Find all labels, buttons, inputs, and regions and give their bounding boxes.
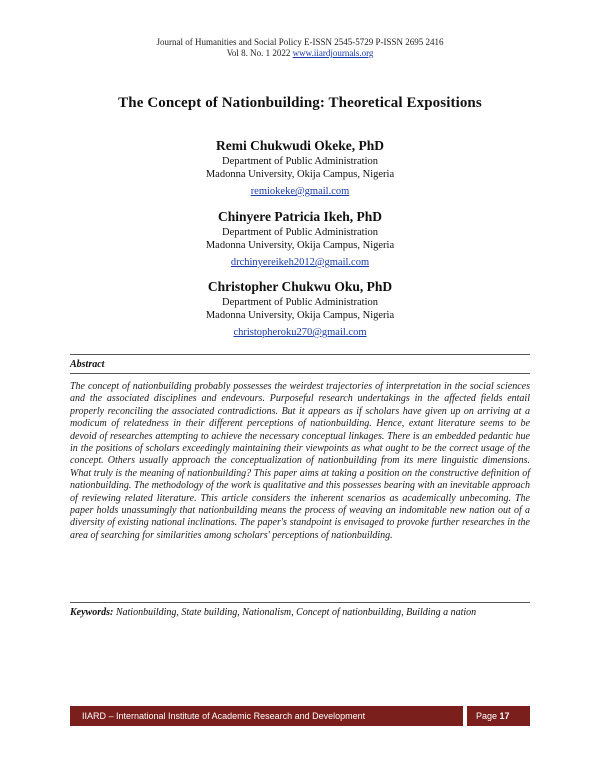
journal-line: Journal of Humanities and Social Policy E-ISSN 2545-5729 P-ISSN 2695 2416 [156, 37, 444, 47]
keywords-section [70, 607, 530, 619]
paper-title: The Concept of Nationbuilding: Theoretical Expositions [118, 95, 482, 111]
author-name: Chinyere Patricia Ikeh, PhD [218, 209, 382, 224]
page-label: Page [476, 711, 498, 721]
keywords-divider [70, 602, 530, 603]
author-block [0, 137, 600, 199]
author-affiliation: Madonna University, Okija Campus, Nigeria [205, 240, 395, 251]
author-block [0, 278, 600, 340]
journal-header [0, 37, 600, 59]
author-affiliation: Madonna University, Okija Campus, Nigeria [205, 310, 395, 321]
author-department: Department of Public Administration [221, 156, 379, 167]
volume-line-wrapper [0, 48, 600, 59]
author-name: Remi Chukwudi Okeke, PhD [215, 138, 385, 153]
page-footer [70, 706, 530, 726]
author-email-link[interactable]: remiokeke@gmail.com [250, 186, 350, 197]
abstract-heading-divider [70, 373, 530, 374]
author-name: Christopher Chukwu Oku, PhD [207, 279, 393, 294]
footer-page-box [467, 706, 530, 726]
keywords-text: Nationbuilding, State building, Nationalism, Concept of nationbuilding, Building a nation [115, 607, 477, 618]
keywords-label: Keywords: [70, 607, 114, 618]
journal-url-link[interactable]: www.iiardjournals.org [292, 48, 374, 58]
volume-line: Vol 8. No. 1 2022 [226, 48, 291, 58]
abstract-heading: Abstract [70, 359, 105, 370]
author-email-link[interactable]: drchinyereikeh2012@gmail.com [230, 257, 370, 268]
author-department: Department of Public Administration [221, 227, 379, 238]
author-block [0, 208, 600, 270]
abstract-text: The concept of nationbuilding probably possesses the weirdest trajectories of interpretation in the social sciences and the associated disciplines and endevours. Purposeful research undertakings in the affected fields entail properly reconciling the associated contradictions. But it appears as if scholars have given up on arriving at a modicum of relatedness in their different perceptions of nationbuilding. Hence, extant literature seems to be devoid of researches attempting to achieve the necessary conceptual linkages. There is an embedded pedantic hue in the positions of scholars exceedingly maintaining their viewpoints as what ought to be the correct usage of the concept. Others usually approach the conceptualization of nationbuilding from its mere linguistic dimensions. What truly is the meaning of nationbuilding? This paper aims at taking a position on the constructive definition of nationbuilding. The methodology of the work is qualitative and this possesses bearing with an inevitable approach of reviewing related literature. This article considers the inherent scenarios as academically unbecoming. The paper holds unassumingly that nationbuilding means the process of weaving an indomitable new nation out of a diversity of existing national inclinations. The paper's standpoint is envisaged to provoke further researches in the area of searching for similarities among scholars' perceptions of nationbuilding. [70, 381, 530, 541]
author-affiliation: Madonna University, Okija Campus, Nigeria [205, 169, 395, 180]
abstract-top-divider [70, 354, 530, 355]
page-number: 17 [499, 711, 510, 721]
footer-institute: IIARD – International Institute of Academic Research and Development [70, 706, 463, 726]
author-email-link[interactable]: christopheroku270@gmail.com [233, 327, 367, 338]
author-department: Department of Public Administration [221, 297, 379, 308]
